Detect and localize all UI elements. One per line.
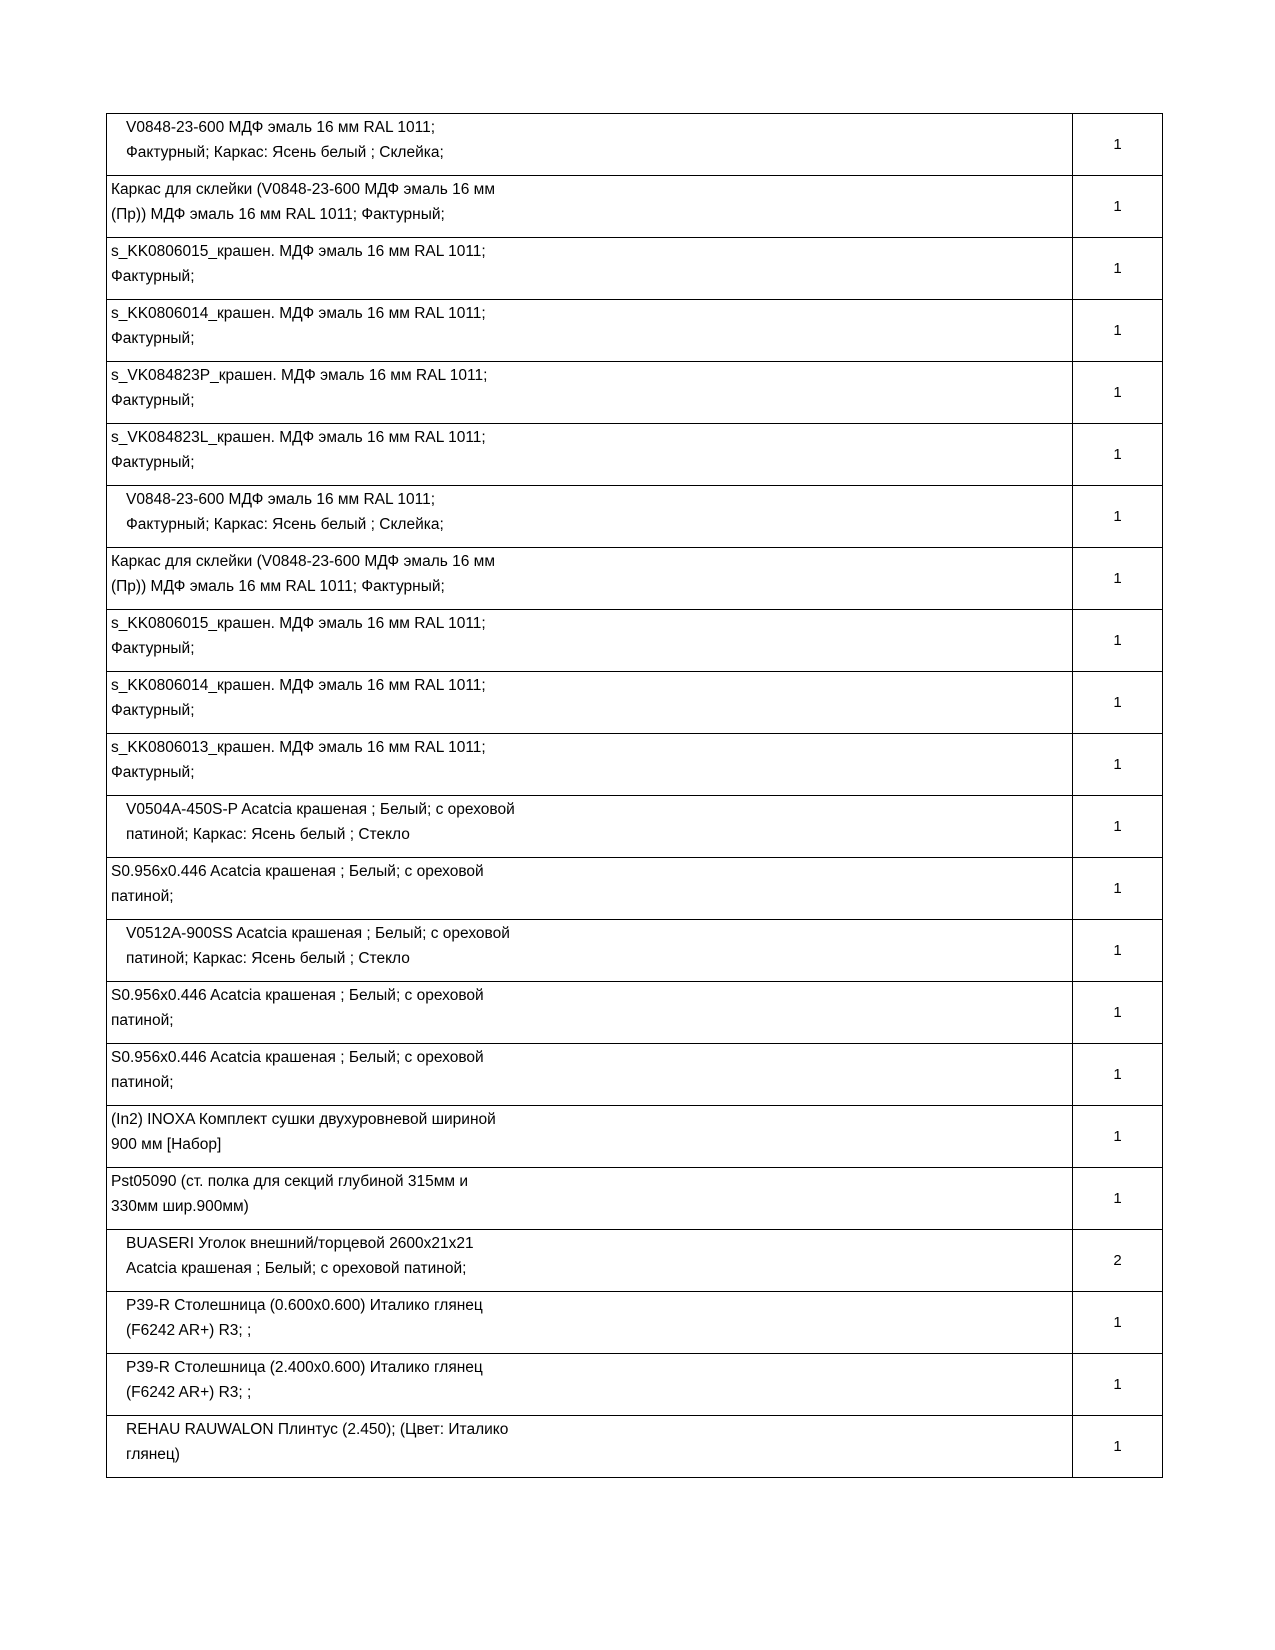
item-description-line: Фактурный; [111, 639, 195, 657]
item-description-line: патиной; [111, 1011, 174, 1029]
item-description-line: патиной; Каркас: Ясень белый ; Стекло [126, 949, 410, 967]
item-description-line: 330мм шир.900мм) [111, 1197, 249, 1215]
item-description-cell [107, 858, 1073, 920]
item-description-line: (F6242 AR+) R3; ; [126, 1321, 252, 1339]
item-quantity: 1 [1073, 610, 1163, 672]
item-description [107, 424, 551, 475]
item-description-line: патиной; [111, 887, 174, 905]
item-description-cell [107, 982, 1073, 1044]
item-description-line: V0848-23-600 МДФ эмаль 16 мм RAL 1011; [126, 119, 436, 136]
item-description-cell [107, 362, 1073, 424]
item-description [107, 672, 551, 723]
item-quantity: 1 [1073, 548, 1163, 610]
item-description [107, 982, 551, 1033]
table-row [107, 796, 1163, 858]
item-quantity: 1 [1073, 1292, 1163, 1354]
item-description-cell [107, 424, 1073, 486]
item-description-line: глянец) [126, 1445, 180, 1463]
item-description-line: (F6242 AR+) R3; ; [126, 1383, 252, 1401]
table-row [107, 1292, 1163, 1354]
item-description-line: P39-R Столешница (2.400x0.600) Италико глянец [126, 1359, 483, 1376]
item-description-line: s_KK0806014_крашен. МДФ эмаль 16 мм RAL 1011; [111, 305, 486, 322]
item-quantity: 1 [1073, 1044, 1163, 1106]
item-quantity: 1 [1073, 734, 1163, 796]
item-description-line: Каркас для склейки (V0848-23-600 МДФ эмаль 16 мм [111, 553, 495, 570]
item-description-line: патиной; [111, 1073, 174, 1091]
item-quantity: 1 [1073, 1106, 1163, 1168]
item-description-line: S0.956x0.446 Acatcia крашеная ; Белый; с ореховой [111, 1049, 484, 1066]
item-description-cell [107, 1230, 1073, 1292]
table-row [107, 176, 1163, 238]
item-description-line: Фактурный; [111, 701, 195, 719]
item-description-cell [107, 672, 1073, 734]
item-description-line: P39-R Столешница (0.600x0.600) Италико глянец [126, 1297, 483, 1314]
item-description-line: s_VK084823P_крашен. МДФ эмаль 16 мм RAL 1011; [111, 367, 488, 384]
item-description-line: Acatcia крашеная ; Белый; с ореховой патиной; [126, 1259, 467, 1277]
item-description [107, 1416, 566, 1467]
table-row [107, 300, 1163, 362]
table-row [107, 1230, 1163, 1292]
item-description-cell [107, 610, 1073, 672]
item-description-line: V0512A-900SS Acatcia крашеная ; Белый; с ореховой [126, 925, 510, 942]
item-quantity: 1 [1073, 424, 1163, 486]
item-description-line: s_KK0806013_крашен. МДФ эмаль 16 мм RAL 1011; [111, 739, 486, 756]
item-description [107, 114, 566, 165]
item-description-cell [107, 1044, 1073, 1106]
item-description [107, 610, 551, 661]
item-description-cell [107, 734, 1073, 796]
specification-sheet [106, 113, 1162, 1478]
item-description [107, 1292, 566, 1343]
item-quantity: 1 [1073, 486, 1163, 548]
item-description-cell [107, 548, 1073, 610]
item-description [107, 1168, 551, 1219]
items-table [106, 113, 1163, 1478]
item-description-cell [107, 796, 1073, 858]
item-description-line: Фактурный; [111, 453, 195, 471]
item-description [107, 548, 551, 599]
item-description-cell [107, 300, 1073, 362]
item-description-line: V0504A-450S-P Acatcia крашеная ; Белый; с ореховой [126, 801, 515, 818]
item-description-line: Фактурный; Каркас: Ясень белый ; Склейка; [126, 143, 444, 161]
item-quantity: 1 [1073, 238, 1163, 300]
item-quantity: 1 [1073, 1416, 1163, 1478]
item-description [107, 238, 551, 289]
item-quantity: 1 [1073, 672, 1163, 734]
item-description [107, 176, 551, 227]
item-description-line: Фактурный; Каркас: Ясень белый ; Склейка; [126, 515, 444, 533]
item-description-line: Фактурный; [111, 267, 195, 285]
table-row [107, 548, 1163, 610]
table-row [107, 1044, 1163, 1106]
item-description-line: (Пр)) МДФ эмаль 16 мм RAL 1011; Фактурный; [111, 205, 445, 223]
table-row [107, 1106, 1163, 1168]
item-quantity: 1 [1073, 362, 1163, 424]
table-row [107, 486, 1163, 548]
table-row [107, 114, 1163, 176]
items-table-body [107, 114, 1163, 1478]
item-quantity: 1 [1073, 114, 1163, 176]
table-row [107, 858, 1163, 920]
item-description-line: V0848-23-600 МДФ эмаль 16 мм RAL 1011; [126, 491, 436, 508]
item-description-cell [107, 114, 1073, 176]
item-description-line: BUASERI Уголок внешний/торцевой 2600x21x21 [126, 1235, 474, 1252]
item-description-line: s_KK0806014_крашен. МДФ эмаль 16 мм RAL 1011; [111, 677, 486, 694]
item-description-cell [107, 1416, 1073, 1478]
table-row [107, 362, 1163, 424]
item-description [107, 1044, 551, 1095]
item-quantity: 2 [1073, 1230, 1163, 1292]
item-description-line: Фактурный; [111, 391, 195, 409]
item-description-line: s_KK0806015_крашен. МДФ эмаль 16 мм RAL 1011; [111, 243, 486, 260]
item-description-cell [107, 176, 1073, 238]
item-description-line: (In2) INOXA Комплект сушки двухуровневой шириной [111, 1111, 496, 1128]
item-description-cell [107, 920, 1073, 982]
item-description-line: патиной; Каркас: Ясень белый ; Стекло [126, 825, 410, 843]
item-description-cell [107, 1354, 1073, 1416]
item-description [107, 796, 566, 847]
item-description [107, 362, 551, 413]
item-description-line: REHAU RAUWALON Плинтус (2.450); (Цвет: Италико [126, 1421, 509, 1438]
item-quantity: 1 [1073, 920, 1163, 982]
item-description [107, 920, 566, 971]
item-description-line: Pst05090 (ст. полка для секций глубиной 315мм и [111, 1173, 469, 1190]
item-description-cell [107, 486, 1073, 548]
item-description-line: Фактурный; [111, 329, 195, 347]
item-description-line: Фактурный; [111, 763, 195, 781]
table-row [107, 1416, 1163, 1478]
item-description-line: s_VK084823L_крашен. МДФ эмаль 16 мм RAL 1011; [111, 429, 486, 446]
item-description [107, 1354, 566, 1405]
item-description [107, 300, 551, 351]
item-description-cell [107, 1106, 1073, 1168]
table-row [107, 672, 1163, 734]
item-quantity: 1 [1073, 858, 1163, 920]
item-description-cell [107, 238, 1073, 300]
item-description-line: S0.956x0.446 Acatcia крашеная ; Белый; с ореховой [111, 863, 484, 880]
item-description-cell [107, 1292, 1073, 1354]
item-description-line: S0.956x0.446 Acatcia крашеная ; Белый; с ореховой [111, 987, 484, 1004]
item-description [107, 734, 551, 785]
item-description [107, 486, 566, 537]
item-description [107, 1106, 551, 1157]
table-row [107, 424, 1163, 486]
item-quantity: 1 [1073, 176, 1163, 238]
item-description-line: (Пр)) МДФ эмаль 16 мм RAL 1011; Фактурный; [111, 577, 445, 595]
item-description-line: Каркас для склейки (V0848-23-600 МДФ эмаль 16 мм [111, 181, 495, 198]
item-quantity: 1 [1073, 796, 1163, 858]
item-description [107, 1230, 566, 1281]
item-description-line: s_KK0806015_крашен. МДФ эмаль 16 мм RAL 1011; [111, 615, 486, 632]
item-description-cell [107, 1168, 1073, 1230]
table-row [107, 1168, 1163, 1230]
table-row [107, 734, 1163, 796]
table-row [107, 1354, 1163, 1416]
item-quantity: 1 [1073, 300, 1163, 362]
item-description-line: 900 мм [Набор] [111, 1135, 222, 1153]
table-row [107, 238, 1163, 300]
table-row [107, 610, 1163, 672]
item-quantity: 1 [1073, 1168, 1163, 1230]
table-row [107, 982, 1163, 1044]
item-quantity: 1 [1073, 982, 1163, 1044]
item-description [107, 858, 551, 909]
item-quantity: 1 [1073, 1354, 1163, 1416]
table-row [107, 920, 1163, 982]
